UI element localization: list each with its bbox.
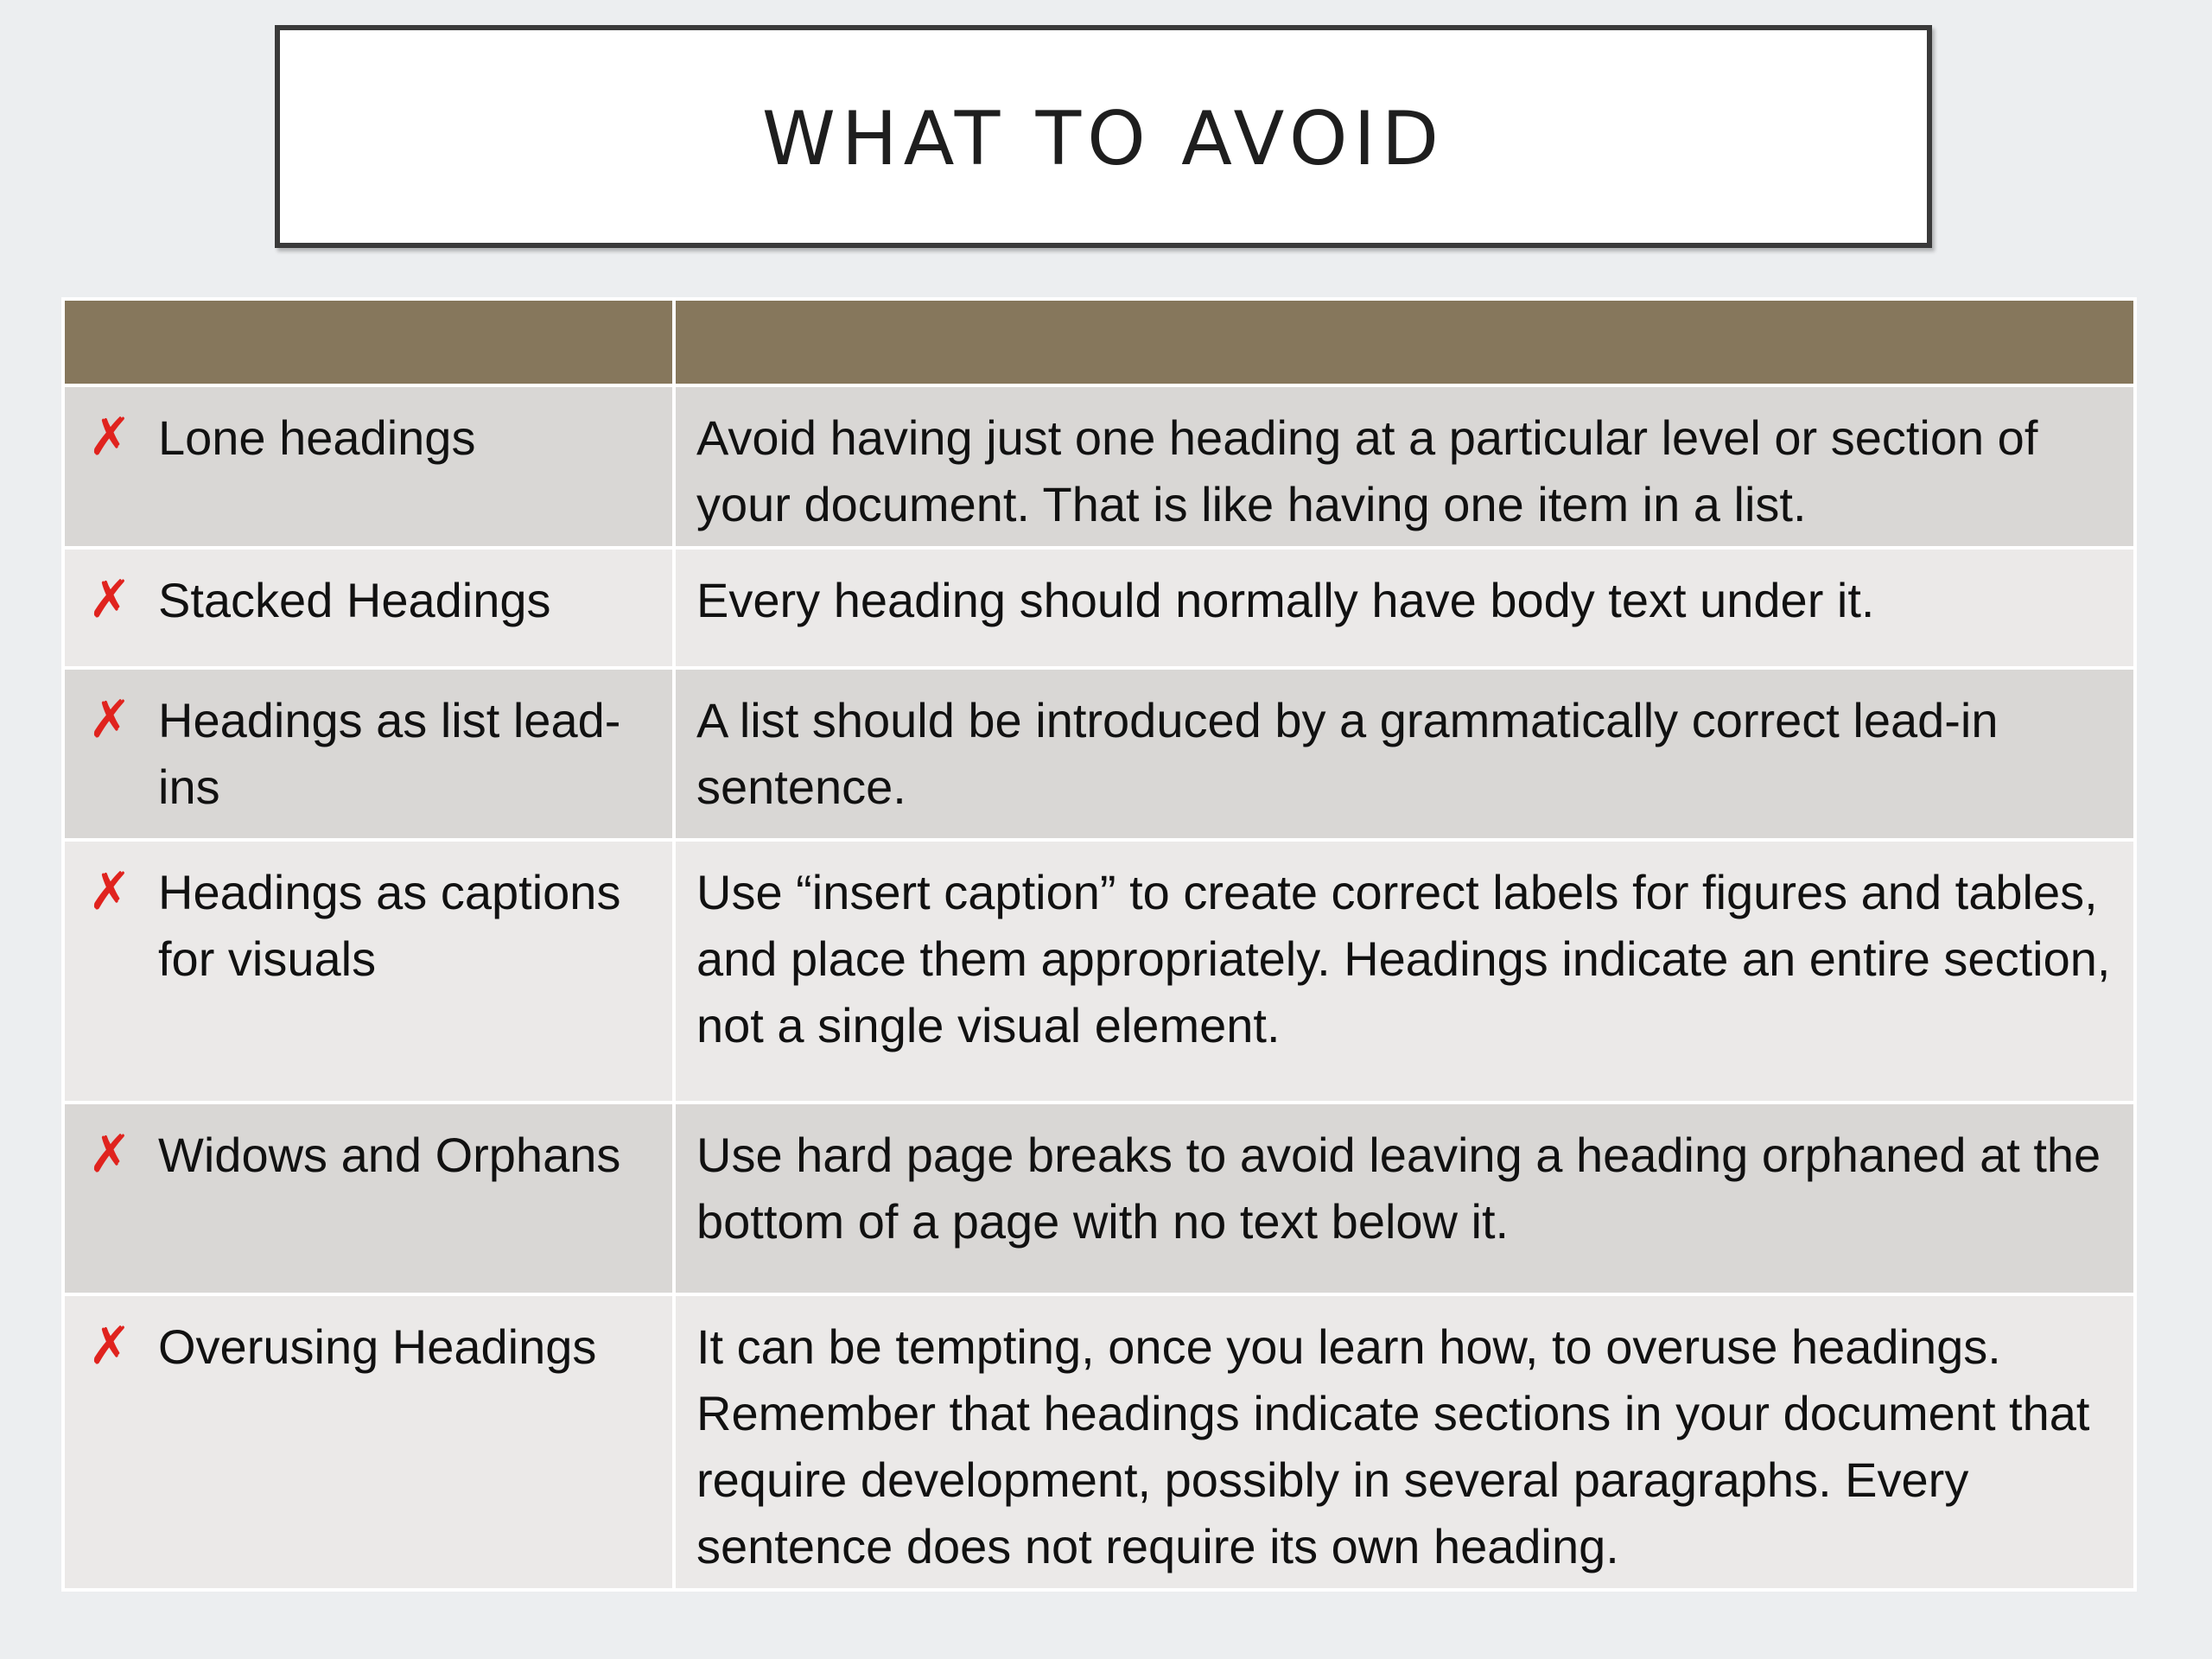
x-mark-icon: ✗ (87, 569, 132, 630)
x-mark-icon: ✗ (87, 1124, 132, 1185)
table-header-row (63, 299, 2135, 385)
slide-title: WHAT TO AVOID (761, 96, 1446, 182)
description-cell (674, 548, 2135, 668)
item-cell (63, 840, 674, 1103)
description-cell (674, 1103, 2135, 1294)
item-label: Overusing Headings (158, 1319, 597, 1374)
item-label: Headings as list lead-ins (158, 693, 621, 814)
table (61, 297, 2137, 1592)
item-cell (63, 385, 674, 548)
description-cell (674, 385, 2135, 548)
item-label: Lone headings (158, 410, 476, 465)
header-cell-description (674, 299, 2135, 385)
description-text: It can be tempting, once you learn how, to overuse headings. Remember that headings indicate sections in your document that require development, possibly in several paragraphs. Every sentence does not require its own heading. (696, 1319, 2090, 1573)
x-mark-icon: ✗ (87, 1316, 132, 1376)
description-text: Avoid having just one heading at a particular level or section of your document. That is like having one item in a list. (696, 410, 2038, 531)
table-row (63, 1103, 2135, 1294)
description-cell (674, 668, 2135, 840)
avoid-table (61, 297, 2133, 1592)
item-cell (63, 1294, 674, 1590)
description-text: Use “insert caption” to create correct labels for figures and tables, and place them appropriately. Headings indicate an entire section, not a single visual element. (696, 865, 2111, 1052)
description-text: Every heading should normally have body text under it. (696, 573, 1875, 627)
item-cell (63, 1103, 674, 1294)
table-row (63, 1294, 2135, 1590)
table-row (63, 840, 2135, 1103)
item-label: Headings as captions for visuals (158, 865, 621, 986)
header-cell-item (63, 299, 674, 385)
x-mark-icon: ✗ (87, 690, 132, 750)
title-box (275, 25, 1932, 248)
item-label: Widows and Orphans (158, 1128, 621, 1182)
item-label: Stacked Headings (158, 573, 551, 627)
x-mark-icon: ✗ (87, 861, 132, 922)
item-cell (63, 548, 674, 668)
description-text: Use hard page breaks to avoid leaving a heading orphaned at the bottom of a page with no text below it. (696, 1128, 2101, 1249)
description-text: A list should be introduced by a grammatically correct lead-in sentence. (696, 693, 1999, 814)
description-cell (674, 840, 2135, 1103)
table-row (63, 668, 2135, 840)
table-row (63, 385, 2135, 548)
description-cell (674, 1294, 2135, 1590)
table-row (63, 548, 2135, 668)
x-mark-icon: ✗ (87, 407, 132, 467)
item-cell (63, 668, 674, 840)
